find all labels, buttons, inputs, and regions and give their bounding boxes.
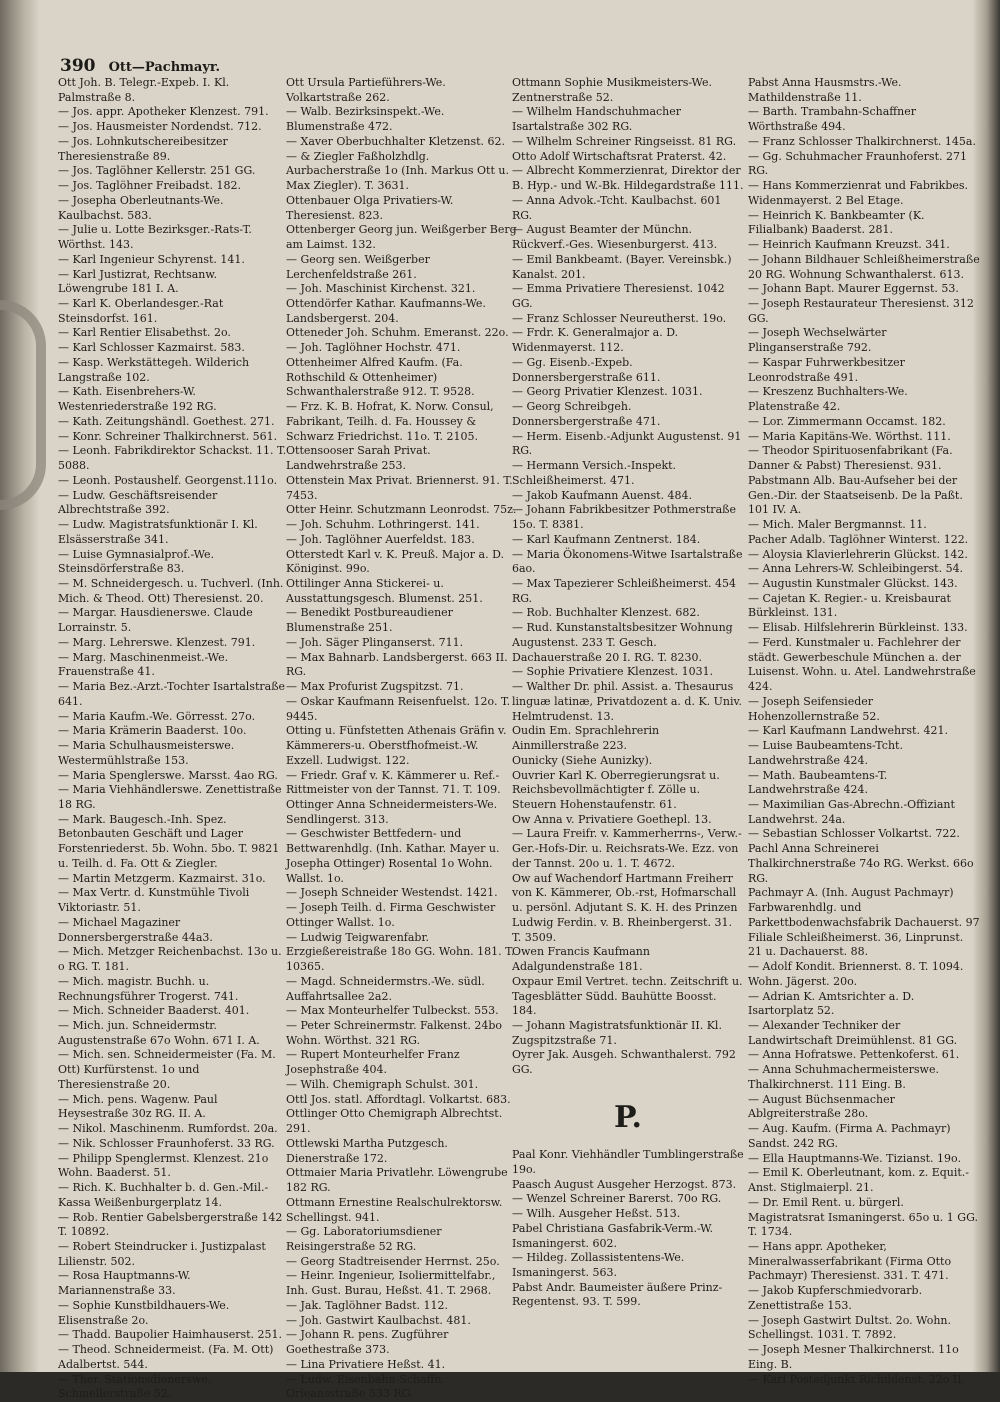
directory-entry: Pabst Andr. Baumeister äußere Prinz-Regentenst. 93. T. 599. [512, 1280, 723, 1309]
directory-entry: — Dr. Emil Rent. u. bürgerl. Magistratsrat Ismaningerst. 65o u. 1 GG. T. 1734. [748, 1195, 978, 1239]
binder-clip [0, 300, 46, 510]
directory-entry: — Peter Schreinermstr. Falkenst. 24bo Wohn. Wörthst. 321 RG. [286, 1019, 502, 1047]
directory-entry: — Walb. Bezirksinspekt.-We. Blumenstraße 472. [286, 105, 445, 134]
directory-entry: — Joseph Schneider Westendst. 1421. [286, 886, 498, 900]
directory-entry: — Anna Hofratswe. Pettenkoferst. 61. [748, 1048, 960, 1062]
directory-entry: — Georg sen. Weißgerber Lerchenfeldstraße 261. [286, 252, 430, 281]
directory-entry: Oudin Em. Sprachlehrerin Ainmillerstraße 223. [512, 724, 660, 753]
directory-entry: — Hildeg. Zollassistentens-We. Ismaningerst. 563. [512, 1251, 685, 1279]
directory-entry: — Gg. Eisenb.-Expeb. Donnersbergerstraße 611. [512, 355, 661, 384]
directory-entry: — Georg Privatier Klenzest. 1031. [512, 385, 703, 399]
directory-entry: — Mich. Metzger Reichenbachst. 13o u. o RG. T. 181. [58, 945, 282, 974]
directory-entry: Otto Adolf Wirtschaftsrat Praterst. 42. [512, 149, 727, 163]
directory-entry: — Maria Kapitäns-We. Wörthst. 111. [748, 429, 951, 443]
directory-entry: — Karl Kaufmann Zentnerst. 184. [512, 532, 701, 546]
directory-entry: — & Ziegler Faßholzhdlg. Aurbacherstraße 1o (Inh. Markus Ott u. Max Ziegler). T. 3631. [286, 149, 509, 193]
directory-entry: — Max Profurist Zugspitzst. 71. [286, 680, 464, 694]
directory-entry: — Karl K. Oberlandesger.-Rat Steinsdorfst. 161. [58, 297, 224, 325]
directory-entry: — Jos. Taglöhner Kellerstr. 251 GG. [58, 164, 256, 178]
directory-entry: — Mich. magistr. Buchh. u. Rechnungsführer Trogerst. 741. [58, 974, 239, 1003]
directory-entry: — Emil Bankbeamt. (Bayer. Vereinsbk.) Kanalst. 201. [512, 252, 732, 281]
directory-entry: — Jakob Kaufmann Auenst. 484. [512, 488, 693, 502]
directory-entry: — Sophie Privatiere Klenzest. 1031. [512, 665, 714, 679]
directory-entry: — Ludwig Teigwarenfabr. Erzgießereistraße 18o GG. Wohn. 181. T. 10365. [286, 930, 515, 974]
directory-entry: Ott Joh. B. Telegr.-Expeb. I. Kl. Palmstraße 8. [58, 76, 230, 104]
directory-entry: — Max Monteurhelfer Tulbeckst. 553. [286, 1004, 499, 1018]
directory-entry: — Maria Krämerin Baaderst. 10o. [58, 724, 247, 738]
directory-entry: — Anna Lehrers-W. Schleibingerst. 54. [748, 562, 964, 576]
directory-entry: — Adrian K. Amtsrichter a. D. Isartorplatz 52. [748, 989, 915, 1018]
directory-entry: — Karl Rentier Elisabethst. 2o. [58, 326, 231, 340]
directory-entry: — Barth. Trambahn-Schaffner Wörthstraße 494. [748, 105, 916, 134]
directory-entry: Ottilinger Anna Stickerei- u. Ausstattungsgesch. Blumenst. 251. [286, 576, 483, 605]
directory-entry: — Joseph Teilh. d. Firma Geschwister Ottinger Wallst. 1o. [286, 901, 496, 929]
directory-entry: — Karl Schlosser Kazmairst. 583. [58, 341, 245, 355]
directory-entry: — Johann Fabrikbesitzer Pothmerstraße 15o. T. 8381. [512, 503, 736, 532]
directory-entry: — Luise Baubeamtens-Tcht. Landwehrstraße 424. [748, 739, 903, 767]
directory-entry: Ottenstein Max Privat. Briennerst. 91. T. 7453. [286, 473, 513, 502]
directory-entry: Ouvrier Karl K. Oberregierungsrat u. Reichsbevollmächtigter f. Zölle u. Steuern Hohenstaufenstr. 61. [512, 768, 720, 811]
directory-entry: Ottenheimer Alfred Kaufm. (Fa. Rothschild & Ottenheimer) Schwanthalerstraße 912. T. 9528. [286, 355, 475, 399]
directory-entry: — Jos. Lohnkutschereibesitzer Theresienstraße 89. [58, 134, 228, 163]
directory-entry: — Johann Bildhauer Schleißheimerstraße 20 RG. Wohnung Schwanthalerst. 613. [748, 252, 980, 281]
directory-entry: Otter Heinr. Schutzmann Leonrodst. 75z. [286, 503, 517, 517]
directory-entry: — Josepha Oberleutnants-We. Kaulbachst. 583. [58, 193, 224, 222]
directory-entry: — Georg Stadtreisender Herrnst. 25o. [286, 1254, 500, 1268]
directory-entry: — Maximilian Gas-Abrechn.-Offiziant Landwehrst. 24a. [748, 797, 955, 826]
directory-entry: — August Beamter der Münchn. Rückverf.-Ges. Wiesenburgerst. 413. [512, 223, 718, 252]
directory-entry: Otteneder Joh. Schuhm. Emeranst. 22o. [286, 326, 509, 340]
page-number: 390 [60, 56, 96, 76]
directory-entry: Ottl Jos. statl. Affordtagl. Volkartst. 683. [286, 1092, 511, 1106]
directory-entry: — Rupert Monteurhelfer Franz Josephstraße 404. [286, 1048, 460, 1077]
directory-entry: — Lor. Zimmermann Occamst. 182. [748, 414, 946, 428]
directory-entry: — Aug. Kaufm. (Firma A. Pachmayr) Sandst. 242 RG. [748, 1122, 951, 1150]
directory-entry: — Joh. Maschinist Kirchenst. 321. [286, 282, 476, 296]
directory-entry: — Jos. Hausmeister Nordendst. 712. [58, 120, 262, 134]
directory-entry: Ott Ursula Partieführers-We. Volkartstraße 262. [286, 76, 446, 104]
directory-entry: — Gg. Schuhmacher Fraunhoferst. 271 RG. [748, 149, 967, 178]
directory-entry: — Ludw. Magistratsfunktionär I. Kl. Elsässerstraße 341. [58, 518, 258, 546]
directory-entry: — Maria Viehhändlerswe. Zenettistraße 18 RG. [58, 783, 282, 811]
directory-entry: Ow auf Wachendorf Hartmann Freiherr von K. Kämmerer, Ob.-rst, Hofmarschall u. persönl. Adjutant S. K. H. des Prinzen Ludwig Ferdin. v. B. Rheinbergerst. 31. T. 3509. [512, 871, 738, 944]
directory-entry: — Mich. pens. Wagenw. Paul Heysestraße 30z RG. II. A. [58, 1092, 218, 1121]
directory-entry: Pachl Anna Schreinerei Thalkirchnerstraße 74o RG. Werkst. 66o RG. [748, 842, 974, 885]
directory-entry: Ow Anna v. Privatiere Goethepl. 13. [512, 812, 712, 826]
directory-entry: — Ludw. Eisenbahn-Schaffn. Orleansstraße 533 RG. [286, 1372, 446, 1401]
directory-entry: — Kath. Eisenbrehers-W. Westenriederstraße 192 RG. [58, 385, 217, 414]
directory-entry: — Max Vertr. d. Kunstmühle Tivoli Viktoriastr. 51. [58, 886, 250, 915]
page-header [60, 56, 660, 78]
column-4 [748, 76, 980, 1386]
directory-entry: — Anna Advok.-Tcht. Kaulbachst. 601 RG. [512, 193, 722, 222]
directory-entry: — Jak. Taglöhner Badst. 112. [286, 1298, 449, 1312]
directory-entry: — Rud. Kunstanstaltsbesitzer Wohnung Augustenst. 233 T. Gesch. Dachauerstraße 20 I. RG. T. 8230. [512, 621, 733, 664]
directory-entry: — Gg. Laboratoriumsdiener Reisingerstraße 52 RG. [286, 1225, 442, 1254]
directory-entry: — Kreszenz Buchhalters-We. Platenstraße 42. [748, 385, 908, 414]
directory-entry: Ottendörfer Kathar. Kaufmanns-We. Landsbergerst. 204. [286, 297, 486, 325]
directory-entry: — Wilhelm Handschuhmacher Isartalstraße 302 RG. [512, 105, 682, 134]
directory-entry: — Margar. Hausdienerswe. Claude Lorrainstr. 5. [58, 606, 253, 635]
directory-entry: Pachmayr A. (Inh. August Pachmayr) Farbwarenhdlg. und Parkettbodenwachsfabrik Dachauerst. 97 Filiale Schleißheimerst. 36, Linprunst. 21 u. Dachauerst. 88. [748, 886, 980, 959]
directory-entry: — Jos. Taglöhner Freibadst. 182. [58, 179, 241, 193]
directory-entry: — Mich. jun. Schneidermstr. Augustenstraße 67o Wohn. 671 I. A. [58, 1019, 260, 1047]
directory-entry: Ottenbauer Olga Privatiers-W. Theresienst. 823. [286, 193, 454, 222]
directory-entry: — Mich. Schneider Baaderst. 401. [58, 1004, 250, 1018]
directory-entry: — Joh. Taglöhner Hochstr. 471. [286, 341, 461, 355]
page-gutter-shadow [0, 0, 40, 1372]
directory-entry: — Kasp. Werkstättegeh. Wilderich Langstraße 102. [58, 355, 250, 384]
directory-entry: — Luise Gymnasialprof.-We. Steinsdörferstraße 83. [58, 547, 214, 576]
directory-entry: — Hans appr. Apotheker, Mineralwasserfabrikant (Firma Otto Pachmayr) Theresienst. 331. T. 471. [748, 1240, 952, 1283]
column-2 [286, 76, 518, 1401]
directory-entry: — Lina Privatiere Heßst. 41. [286, 1357, 446, 1371]
directory-entry: Paal Konr. Viehhändler Tumblingerstraße 19o. [512, 1148, 744, 1176]
directory-entry: — Emma Privatiere Theresienst. 1042 GG. [512, 282, 725, 311]
directory-entry: — Robert Steindrucker i. Justizpalast Lilienstr. 502. [58, 1240, 266, 1268]
directory-entry: — Rich. K. Buchhalter b. d. Gen.-Mil.-Kassa Weißenburgerplatz 14. [58, 1181, 269, 1209]
directory-entry: — Benedikt Postbureaudiener Blumenstraße 251. [286, 606, 453, 635]
directory-entry: — Oskar Kaufmann Reisenfuelst. 12o. T. 9445. [286, 694, 511, 723]
directory-entry: — Joseph Mesner Thalkirchnerst. 11o Eing. B. [748, 1343, 959, 1371]
directory-entry: — Sebastian Schlosser Volkartst. 722. [748, 827, 960, 841]
directory-entry: — Mich. sen. Schneidermeister (Fa. M. Ott) Kurfürstenst. 1o und Theresienstraße 20. [58, 1048, 276, 1091]
directory-entry: — Maria Kaufm.-We. Görresst. 27o. [58, 709, 256, 723]
directory-entry: — Maria Bez.-Arzt.-Tochter Isartalstraße 641. [58, 680, 286, 708]
directory-entry: — Heinr. Ingenieur, Isoliermittelfabr., Inh. Gust. Burau, Heßst. 41. T. 2968. [286, 1269, 496, 1298]
column-1 [58, 76, 290, 1401]
directory-entry: — Kath. Zeitungshändl. Goethest. 271. [58, 414, 275, 428]
directory-entry: — Laura Freifr. v. Kammerherrns-, Verw.-Ger.-Hofs-Dir. u. Reichsrats-We. Ezz. von der Tannst. 20o u. 1. T. 4672. [512, 827, 742, 870]
directory-entry: — Thadd. Baupolier Haimhauserst. 251. [58, 1328, 283, 1342]
directory-entry: — Ludw. Geschäftsreisender Albrechtstraße 392. [58, 488, 218, 517]
directory-entry: — Leonh. Fabrikdirektor Schackst. 11. T. 5088. [58, 444, 287, 473]
directory-entry: — Georg Schreibgeh. Donnersbergerstraße 471. [512, 400, 661, 428]
directory-entry: — Emil K. Oberleutnant, kom. z. Equit.-Anst. Stiglmaierpl. 21. [748, 1166, 970, 1195]
directory-entry: — Wenzel Schreiner Barerst. 70o RG. [512, 1192, 722, 1206]
directory-entry: — Johann R. pens. Zugführer Goethestraße 373. [286, 1328, 449, 1357]
directory-entry: — Michael Magaziner Donnersbergerstraße 44a3. [58, 915, 213, 944]
directory-entry: — Hermann Versich.-Inspekt. Schleißheimerst. 471. [512, 459, 677, 487]
directory-entry: — Philipp Spenglermst. Klenzest. 21o Wohn. Baaderst. 51. [58, 1151, 269, 1180]
directory-entry: — Wilh. Ausgeher Heßst. 513. [512, 1207, 681, 1221]
directory-entry: — Anna Schuhmachermeisterswe. Thalkirchnerst. 111 Eing. B. [748, 1063, 939, 1091]
directory-entry: — Wilhelm Schreiner Ringseisst. 81 RG. [512, 134, 737, 148]
directory-entry: Otting u. Fünfstetten Athenais Gräfin v. Kämmerers-u. Oberstfhofmeist.-W. Exzell. Ludwigst. 122. [286, 724, 507, 767]
directory-entry: — Alexander Techniker der Landwirtschaft Dreimühlenst. 81 GG. [748, 1019, 958, 1047]
directory-entry: Pabel Christiana Gasfabrik-Verm.-W. Ismaningerst. 602. [512, 1221, 714, 1250]
directory-entry: — Maria Schulhausmeisterswe. Westermühlstraße 153. [58, 739, 235, 767]
directory-entry: — Ther. Stationsdienerswe. Schmellerstraße 52. [58, 1372, 212, 1401]
directory-entry: — Karl Ingenieur Schyrenst. 141. [58, 252, 245, 266]
directory-entry: — Maria Ökonomens-Witwe Isartalstraße 6ao. [512, 547, 743, 576]
directory-entry: — Jos. appr. Apotheker Klenzest. 791. [58, 105, 269, 119]
directory-entry: — Max Tapezierer Schleißheimerst. 454 RG. [512, 576, 736, 605]
directory-entry: — Joh. Säger Plinganserst. 711. [286, 635, 464, 649]
directory-entry: Pabst Anna Hausmstrs.-We. Mathildenstraße 11. [748, 76, 902, 104]
directory-entry: — Heinrich K. Bankbeamter (K. Filialbank) Baaderst. 281. [748, 208, 925, 237]
directory-entry: Pacher Adalb. Taglöhner Winterst. 122. [748, 532, 969, 546]
directory-entry: — Adolf Kondit. Briennerst. 8. T. 1094. Wohn. Jägerst. 20o. [748, 960, 964, 988]
directory-entry: — Cajetan K. Regier.- u. Kreisbaurat Bürkleinst. 131. [748, 591, 951, 620]
directory-entry: — Mark. Baugesch.-Inh. Spez. Betonbauten Geschäft und Lager Forstenriederst. 5b. Wohn. 5bo. T. 9821 u. Teilh. d. Fa. Ott & Ziegler. [58, 812, 280, 870]
section-letter: P. [613, 1099, 643, 1135]
directory-entry: — Joseph Wechselwärter Plinganserstraße 792. [748, 326, 887, 355]
directory-entry: Ottmann Sophie Musikmeisters-We. Zentnerstraße 52. [512, 76, 712, 104]
directory-entry: — Theod. Schneidermeist. (Fa. M. Ott) Adalbertst. 544. [58, 1343, 274, 1371]
directory-entry: — Rosa Hauptmanns-W. Mariannenstraße 33. [58, 1269, 191, 1298]
directory-entry: Ottmann Ernestine Realschulrektorsw. Schellingst. 941. [286, 1195, 503, 1224]
directory-entry: Ottlinger Otto Chemigraph Albrechtst. 291. [286, 1107, 503, 1136]
directory-entry: — Karl Postadjunkt Richildenst. 22o II. [748, 1372, 966, 1386]
directory-entry: — Joseph Restaurateur Theresienst. 312 GG. [748, 297, 974, 325]
directory-entry: — Karl Kaufmann Landwehrst. 421. [748, 724, 948, 738]
directory-entry: — Frz. K. B. Hofrat, K. Norw. Consul, Fabrikant, Teilh. d. Fa. Houssey & Schwarz Friedrichst. 11o. T. 2105. [286, 400, 494, 443]
directory-entry: Ounicky (Siehe Aunizky). [512, 753, 653, 767]
directory-entry: — Joseph Seifensieder Hohenzollernstraße 52. [748, 694, 880, 723]
directory-entry: — Kaspar Fuhrwerkbesitzer Leonrodstraße 491. [748, 355, 905, 384]
directory-entry: — Ella Hauptmanns-We. Tizianst. 19o. [748, 1151, 961, 1165]
directory-entry: — Marg. Lehrerswe. Klenzest. 791. [58, 635, 256, 649]
directory-entry: — Mich. Maler Bergmannst. 11. [748, 518, 927, 532]
directory-entry: — Wilh. Chemigraph Schulst. 301. [286, 1077, 479, 1091]
directory-entry: — Johann Bapt. Maurer Eggernst. 53. [748, 282, 959, 296]
directory-entry: Ottmaier Maria Privatlehr. Löwengrube 182 RG. [286, 1166, 508, 1195]
directory-entry: — Jakob Kupferschmiedvorarb. Zenettistraße 153. [748, 1284, 923, 1312]
directory-entry: — Julie u. Lotte Bezirksger.-Rats-T. Wörthst. 143. [58, 223, 252, 252]
directory-entry: — Ferd. Kunstmaler u. Fachlehrer der städt. Gewerbeschule München a. der Luisenst. Wohn. u. Atel. Landwehrstraße 424. [748, 635, 976, 694]
directory-entry: — Franz Schlosser Thalkirchnerst. 145a. [748, 134, 976, 148]
directory-entry: — Nikol. Maschinenm. Rumfordst. 20a. [58, 1122, 278, 1136]
directory-entry: — Rob. Buchhalter Klenzest. 682. [512, 606, 700, 620]
directory-entry: Ottensooser Sarah Privat. Landwehrstraße 253. [286, 444, 431, 473]
directory-entry: — Sophie Kunstbildhauers-We. Elisenstraße 2o. [58, 1298, 230, 1327]
directory-entry: — Joh. Gastwirt Kaulbachst. 481. [286, 1313, 471, 1327]
directory-entry: Pabstmann Alb. Bau-Aufseher bei der Gen.-Dir. der Staatseisenb. De la Paßt. 101 IV. A. [748, 473, 963, 517]
running-head: Ott—Pachmayr. [108, 60, 221, 75]
directory-entry: Ottinger Anna Schneidermeisters-We. Sendlingerst. 313. [286, 797, 498, 826]
directory-entry: — M. Schneidergesch. u. Tuchverl. (Inh. Mich. & Theod. Ott) Theresienst. 20. [58, 576, 284, 605]
column-3 [512, 76, 744, 1366]
directory-entry: — Rob. Rentier Gabelsbergerstraße 142 T. 10892. [58, 1210, 283, 1239]
directory-entry: — Friedr. Graf v. K. Kämmerer u. Ref.-Rittmeister von der Tannst. 71. T. 109. [286, 768, 501, 797]
directory-entry: — Math. Baubeamtens-T. Landwehrstraße 424. [748, 768, 888, 797]
directory-entry: — Karl Justizrat, Rechtsanw. Löwengrube 181 I. A. [58, 267, 218, 296]
directory-entry: — Franz Schlosser Neureutherst. 19o. [512, 311, 727, 325]
directory-entry: — Aloysia Klavierlehrerin Glückst. 142. [748, 547, 968, 561]
directory-entry: — Marg. Maschinenmeist.-We. Frauenstraße 41. [58, 650, 229, 679]
directory-entry: — Albrecht Kommerzienrat, Direktor der B. Hyp.- und W.-Bk. Hildegardstraße 111. [512, 164, 744, 193]
directory-entry: — Konr. Schreiner Thalkirchnerst. 561. [58, 429, 278, 443]
directory-entry: — August Büchsenmacher Ablgreiterstraße 28o. [748, 1092, 895, 1121]
directory-entry: — Leonh. Postaushelf. Georgenst.111o. [58, 473, 278, 487]
directory-entry: — Martin Metzgerm. Kazmairst. 31o. [58, 871, 266, 885]
directory-entry: — Joh. Schuhm. Lothringerst. 141. [286, 518, 480, 532]
directory-entry: Oyrer Jak. Ausgeh. Schwanthalerst. 792 GG. [512, 1048, 736, 1077]
directory-entry: — Joseph Gastwirt Dultst. 2o. Wohn. Schellingst. 1031. T. 7892. [748, 1313, 951, 1342]
directory-entry: — Geschwister Bettfedern- und Bettwarenhdlg. (Inh. Kathar. Mayer u. Josepha Ottinger) Rosental 1o Wohn. Wallst. 1o. [286, 827, 500, 885]
directory-entry: — Xaver Oberbuchhalter Kletzenst. 62. [286, 134, 506, 148]
directory-entry: — Hans Kommerzienrat und Fabrikbes. Widenmayerst. 2 Bel Etage. [748, 179, 969, 207]
directory-entry: Ottlewski Martha Putzgesch. Dienerstraße 172. [286, 1136, 448, 1165]
directory-entry: — Herm. Eisenb.-Adjunkt Augustenst. 91 RG. [512, 429, 742, 458]
directory-entry: — Heinrich Kaufmann Kreuzst. 341. [748, 238, 950, 252]
directory-entry: — Magd. Schneidermstrs.-We. südl. Auffahrtsallee 2a2. [286, 974, 485, 1003]
directory-entry: Paasch August Ausgeher Herzogst. 873. [512, 1177, 737, 1191]
directory-entry: — Frdr. K. Generalmajor a. D. Widenmayerst. 112. [512, 326, 679, 355]
directory-entry: Otterstedt Karl v. K. Preuß. Major a. D. Königinst. 99o. [286, 547, 505, 576]
directory-entry: — Theodor Spirituosenfabrikant (Fa. Danner & Pabst) Theresienst. 931. [748, 444, 953, 473]
directory-entry: — Max Bahnarb. Landsbergerst. 663 II. RG. [286, 650, 508, 679]
directory-entry: — Johann Magistratsfunktionär II. Kl. Zugspitzstraße 71. [512, 1019, 722, 1047]
directory-entry: Oxpaur Emil Vertret. techn. Zeitschrift u. Tagesblätter Südd. Bauhütte Boosst. 184. [512, 974, 743, 1018]
directory-entry: — Augustin Kunstmaler Glückst. 143. [748, 576, 958, 590]
directory-entry: — Joh. Taglöhner Auerfeldst. 183. [286, 532, 475, 546]
directory-entry: — Walther Dr. phil. Assist. a. Thesaurus linguæ latinæ, Privatdozent a. d. K. Univ. Helmtrudenst. 13. [512, 680, 742, 723]
directory-entry: Owen Francis Kaufmann Adalgundenstraße 181. [512, 945, 650, 974]
directory-entry: — Elisab. Hilfslehrerin Bürkleinst. 133. [748, 621, 968, 635]
directory-entry: — Maria Spenglerswe. Marsst. 4ao RG. [58, 768, 278, 782]
directory-entry: — Nik. Schlosser Fraunhoferst. 33 RG. [58, 1136, 275, 1150]
directory-entry: Ottenberger Georg jun. Weißgerber Berg am Laimst. 132. [286, 223, 517, 252]
